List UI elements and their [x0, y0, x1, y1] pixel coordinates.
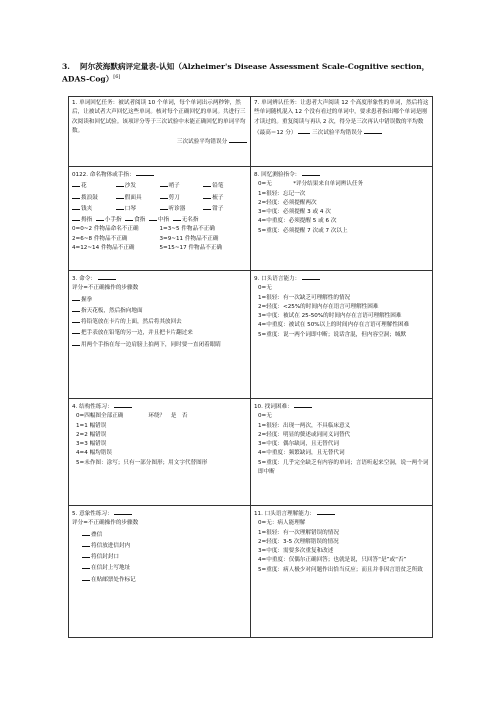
score-line: 1=很轻：有一次理解错误的情况 — [258, 529, 339, 536]
recall-instructions-score-field[interactable] — [302, 169, 320, 176]
checkbox[interactable] — [72, 305, 80, 312]
score-line: 3=3 幅错误 — [76, 441, 107, 448]
score-line: 2=6~8 件物品不正确 — [72, 235, 128, 242]
word-recall-score-field[interactable] — [229, 136, 247, 143]
reference-mark: [6] — [113, 74, 121, 80]
score-line: 2=轻度：<25%的时间内存在语言可理解性困难 — [258, 303, 379, 310]
naming-items — [72, 180, 247, 214]
checkbox[interactable] — [173, 214, 181, 221]
cell-word-finding — [251, 399, 433, 506]
score-line: 0=无 — [258, 413, 272, 420]
comprehension-heading: 11. 口头语言理解能力： — [254, 511, 316, 517]
word-recognition-description: 7. 单词辨认任务：让患者大声阅读 12 个高度形象性的单词，然后将这些单词随机混入 12 个没有看过的单词中，要求患者指出哪个单词是刚才读过的。重复阅读与再认 2 次，得分是三次再认中错误数的平均数（最高＝12 分） — [254, 100, 429, 136]
checkbox[interactable] — [72, 294, 80, 301]
ideational-item: 将信放进信封内 — [72, 540, 247, 551]
checkbox[interactable] — [96, 214, 104, 221]
score-line: 5=未作图：涂写；只有一部分图形；用文字代替图形 — [76, 459, 208, 466]
checkbox[interactable] — [125, 214, 133, 221]
oral-language-heading: 9. 口头语言能力： — [254, 276, 301, 282]
checkbox[interactable] — [149, 214, 157, 221]
checkbox[interactable] — [116, 192, 124, 199]
naming-item: 钱夹 — [72, 203, 116, 214]
score-line: 0=无：病人能理解 — [258, 520, 306, 527]
command-item: 将铅笔放在卡片的上面，然后将其放回去 — [72, 316, 247, 327]
checkbox[interactable] — [72, 339, 80, 346]
command-item: 用两个手指在每一边肩膀上拍两下，同时要一直闭着眼睛 — [72, 339, 247, 350]
title-text-continued: ADAS-Cog） — [62, 74, 114, 84]
checkbox[interactable] — [82, 529, 90, 536]
commands-scoring-rule: 评分=不正确操作的步骤数 — [72, 285, 139, 292]
checkbox[interactable] — [72, 327, 80, 334]
checkbox[interactable] — [72, 316, 80, 323]
comprehension-score-field[interactable] — [317, 508, 335, 515]
checkbox[interactable] — [203, 180, 211, 187]
score-line: 5=重度：说一两个词即中断；说话含混，但内容空洞；缄默 — [258, 331, 407, 338]
ideational-scoring-rule: 评分=不正确操作的步骤数 — [72, 520, 139, 527]
assessment-table — [68, 96, 433, 638]
naming-item: 铅笔 — [203, 180, 247, 191]
ideational-item: 将信封封口 — [72, 551, 247, 562]
closing-in-question: 环绕？ 是 否 — [148, 413, 188, 420]
cell-comprehension — [251, 506, 433, 638]
score-line: 1=很轻：出现一两次，不具临床意义 — [258, 422, 351, 429]
checkbox[interactable] — [82, 551, 90, 558]
score-line: 3=中度：被试在 25-50%的时间内存在言语可理解性困难 — [258, 313, 402, 320]
cell-naming — [69, 167, 251, 271]
constructional-score-field[interactable] — [114, 401, 132, 408]
score-line: 3=中度：需要多次重复和改述 — [258, 548, 334, 555]
checkbox[interactable] — [160, 180, 168, 187]
naming-item: 拨浪鼓 — [72, 192, 116, 203]
cell-word-recognition — [251, 97, 433, 167]
score-line: 1=1 幅错误 — [76, 422, 107, 429]
cell-commands — [69, 271, 251, 399]
checkbox[interactable] — [72, 203, 80, 210]
word-finding-score-field[interactable] — [294, 401, 312, 408]
score-line: 1=很轻：有一次缺乏可理解性的情况 — [258, 294, 351, 301]
checkbox[interactable] — [160, 192, 168, 199]
naming-item: 梳子 — [203, 192, 247, 203]
checkbox[interactable] — [116, 180, 124, 187]
score-line: 0=0~2 件物品命名不正确 — [72, 226, 139, 233]
score-line: 3=中度：必须提醒 3 或 4 次 — [258, 209, 331, 216]
word-recall-description: 1. 单词回忆任务：被试者阅读 10 个单词，每个单词出示两秒钟，然后，让被试者大声回忆这些单词。核对每个正确回忆的单词。共进行三次阅读和回忆试验。该项评分等于三次试验中未能正确回忆的单词平均数。 — [72, 100, 246, 134]
ideational-score-field[interactable] — [114, 508, 132, 515]
ideational-item: 叠信 — [72, 529, 247, 540]
command-item: 握拳 — [72, 294, 247, 305]
cell-word-recall — [69, 97, 251, 167]
recall-instructions-heading: 8. 回忆测验指令： — [254, 172, 301, 178]
naming-finger-row: 拇指 小手指 食指 中指 无名指 — [72, 214, 247, 225]
checkbox[interactable] — [160, 203, 168, 210]
score-line: 1=3~5 件物品不正确 — [159, 226, 215, 233]
cell-recall-instructions — [251, 167, 433, 271]
title-text: 阿尔茨海默病评定量表-认知（Alzheimer's Disease Assessment Scale-Cognitive section， — [80, 62, 430, 71]
cell-constructional — [69, 399, 251, 506]
naming-item: 口琴 — [116, 203, 160, 214]
score-line: 2=轻度：3-5 次理解错误的情况 — [258, 538, 339, 545]
score-line: 2=2 幅错误 — [76, 431, 107, 438]
checkbox[interactable] — [72, 180, 80, 187]
word-recognition-score-label: 三次试验平均错误分 — [312, 129, 363, 136]
score-line: 0=四幅图全部正确 环绕？ 是 否 — [76, 413, 188, 420]
word-recall-score-label: 三次试验平均错误分 — [176, 139, 228, 146]
checkbox[interactable] — [82, 574, 90, 581]
ideational-heading: 5. 意象性练习： — [72, 511, 113, 517]
naming-item: 听诊器 — [160, 203, 204, 214]
score-line: 4=4 幅均错误 — [76, 450, 112, 457]
ideational-item: 在信封上写地址 — [72, 562, 247, 573]
constructional-heading: 4. 结构性练习： — [72, 404, 113, 410]
score-line: 3=中度：偶尔缺词，且无替代词 — [258, 441, 339, 448]
score-line: 2=轻度：明显的赘述或同同义词替代 — [258, 431, 351, 438]
checkbox[interactable] — [203, 192, 211, 199]
checkbox[interactable] — [82, 562, 90, 569]
score-line: 1=很轻：忘记一次 — [258, 190, 306, 197]
ideational-item: 在贴邮票处作标记 — [72, 574, 247, 585]
score-line: 4=12~14 件物品不正确 — [72, 245, 135, 252]
section-number: 3. — [62, 62, 70, 71]
score-line: 5=重度：几乎完全缺乏有内容的单词；言语听起来空洞，说一两个词即中断 — [258, 459, 429, 476]
checkbox[interactable] — [116, 203, 124, 210]
score-line: 5=重度：病人极少对问题作出恰当反应；而且并非因言语贫乏所致 — [258, 566, 423, 573]
cell-oral-language — [251, 271, 433, 399]
score-line: 5=15~17 件物品不正确 — [159, 245, 223, 252]
naming-item: 哨子 — [160, 180, 204, 191]
word-recognition-score-field-2[interactable] — [364, 127, 382, 134]
word-finding-heading: 10. 找词困难： — [254, 404, 293, 410]
naming-item: 假面具 — [116, 192, 160, 203]
naming-item: 钳子 — [203, 203, 247, 214]
naming-item: 花 — [72, 180, 116, 191]
checkbox[interactable] — [72, 214, 80, 221]
score-line: 0=无 *评分结果来自单词辨认任务 — [258, 181, 364, 188]
command-item: 把手表放在铅笔的另一边，并且把卡片翻过来 — [72, 327, 247, 338]
naming-score-field[interactable] — [136, 169, 154, 176]
cell-ideational — [69, 506, 251, 638]
score-line: 0=无 — [258, 285, 272, 292]
commands-score-field[interactable] — [98, 273, 116, 280]
document-title — [62, 61, 462, 85]
checkbox[interactable] — [82, 540, 90, 547]
word-recognition-score-field[interactable] — [298, 127, 310, 134]
commands-heading: 3. 命令： — [72, 276, 96, 282]
score-line: 2=轻度：必须提醒两次 — [258, 199, 317, 206]
score-line: 4=中重度：仅偶尔正确回答；也就是说，只回答“是”或“否” — [258, 557, 407, 564]
score-line: 5=重度：必须提醒 7 次或 7 次以上 — [258, 227, 348, 234]
naming-item: 剪刀 — [160, 192, 204, 203]
naming-heading: 0122. 命名物体或手指： — [72, 172, 135, 178]
score-line: 3=9~11 件物品不正确 — [159, 235, 219, 242]
command-item: 指天花板，然后指向地面 — [72, 305, 247, 316]
checkbox[interactable] — [203, 203, 211, 210]
naming-scores — [72, 225, 247, 253]
score-line: 4=中重度：被试在 50%以上的时间内存在言语可理解性困难 — [258, 322, 410, 329]
oral-language-score-field[interactable] — [302, 273, 320, 280]
score-line: 4=中重度：必须提醒 5 或 6 次 — [258, 218, 337, 225]
checkbox[interactable] — [72, 192, 80, 199]
score-line: 4=中重度：频繁缺词，且无替代词 — [258, 450, 345, 457]
naming-item: 沙发 — [116, 180, 160, 191]
